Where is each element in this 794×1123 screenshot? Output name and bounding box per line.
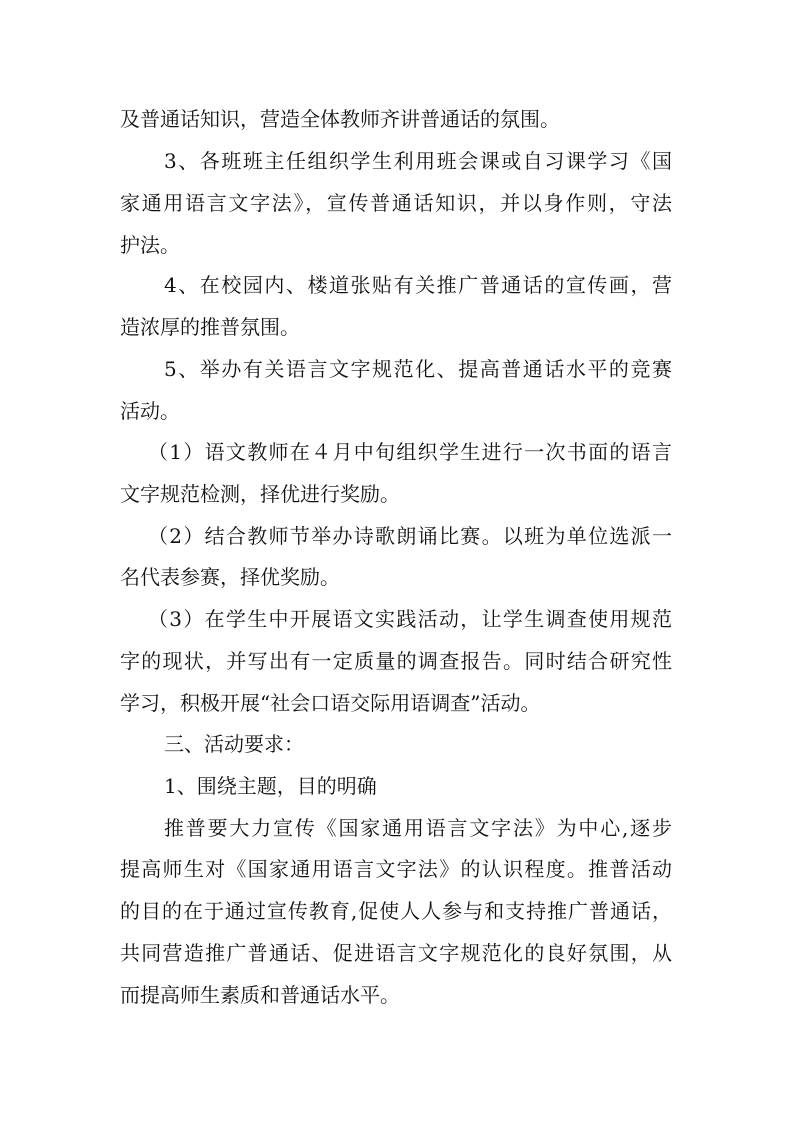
text-line: 推普要大力宣传《国家通用语言文字法》为中心,逐步	[164, 816, 672, 840]
text-line: 造浓厚的推普氛围。	[120, 315, 300, 339]
text-line: 名代表参赛，择优奖励。	[120, 565, 340, 589]
text-line: 护法。	[120, 233, 180, 257]
text-line: 文字规范检测，择优进行奖励。	[120, 482, 400, 506]
text-line: （2）结合教师节举办诗歌朗诵比赛。以班为单位选派一	[148, 524, 672, 548]
subsection-heading: 1、围绕主题，目的明确	[164, 774, 377, 798]
text-line: 活动。	[120, 399, 180, 423]
text-line: 4、在校园内、楼道张贴有关推广普通话的宣传画，营	[164, 273, 672, 297]
text-line: 学习，积极开展“社会口语交际用语调查”活动。	[120, 691, 541, 715]
section-heading: 三、活动要求：	[164, 732, 304, 756]
text-line: 家通用语言文字法》，宣传普通话知识，并以身作则，守法	[120, 191, 672, 215]
text-line: （1）语文教师在４月中旬组织学生进行一次书面的语言	[148, 440, 672, 464]
text-line: 共同营造推广普通话、促进语言文字规范化的良好氛围，从	[120, 941, 672, 965]
text-line: 而提高师生素质和普通话水平。	[120, 983, 400, 1007]
text-line: 的目的在于通过宣传教育,促使人人参与和支持推广普通话，	[120, 899, 672, 923]
text-line: 5、举办有关语言文字规范化、提高普通话水平的竞赛	[164, 357, 672, 381]
text-line: 及普通话知识，营造全体教师齐讲普通话的氛围。	[120, 107, 560, 131]
text-line: 提高师生对《国家通用语言文字法》的认识程度。推普活动	[120, 857, 672, 881]
text-line: 3、各班班主任组织学生利用班会课或自习课学习《国	[164, 149, 672, 173]
text-line: 字的现状，并写出有一定质量的调查报告。同时结合研究性	[120, 649, 672, 673]
text-line: （3）在学生中开展语文实践活动，让学生调查使用规范	[148, 607, 672, 631]
